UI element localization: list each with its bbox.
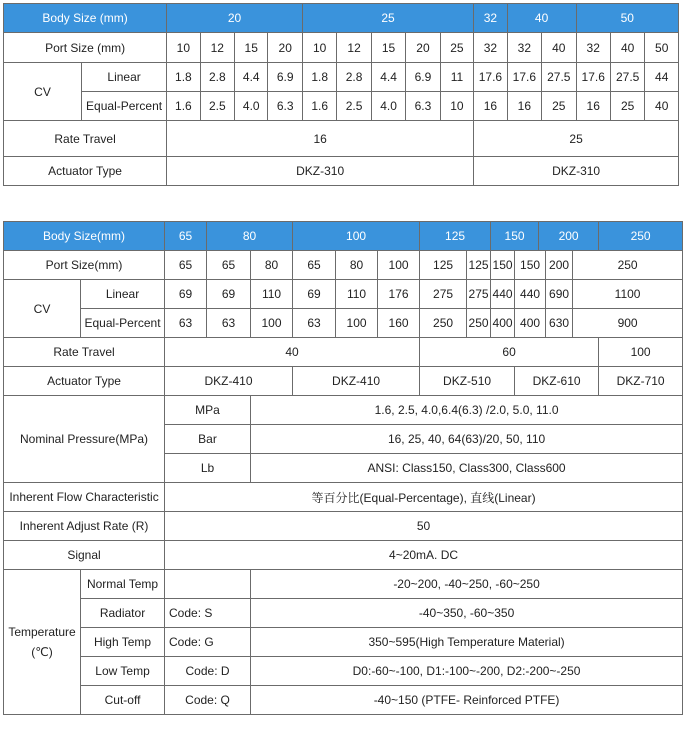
cv-linear-cell: 1.8: [302, 63, 336, 92]
body-size-cell: 65: [165, 222, 207, 251]
port-size-cell: 20: [406, 33, 440, 63]
port-size-cell: 15: [235, 33, 268, 63]
bar-label: Bar: [165, 425, 251, 454]
port-size-cell: 10: [167, 33, 200, 63]
rate-travel-label: Rate Travel: [4, 121, 167, 157]
body-size-row: [4, 222, 683, 251]
actuator-type-cell: DKZ-710: [599, 367, 683, 396]
flow-characteristic-value: 等百分比(Equal-Percentage), 直线(Linear): [165, 483, 683, 512]
actuator-type-cell: DKZ-410: [293, 367, 420, 396]
cv-linear-cell: 6.9: [268, 63, 302, 92]
port-size-cell: 200: [546, 251, 573, 280]
port-size-label: Port Size(mm): [4, 251, 165, 280]
actuator-type-label: Actuator Type: [4, 157, 167, 186]
cv-linear-cell: 6.9: [406, 63, 440, 92]
cv-eqp-cell: 25: [610, 92, 644, 121]
body-size-cell: 25: [302, 4, 473, 33]
port-size-cell: 12: [337, 33, 371, 63]
lb-label: Lb: [165, 454, 251, 483]
port-size-cell: 80: [251, 251, 293, 280]
cv-linear-cell: 17.6: [474, 63, 507, 92]
port-size-cell: 32: [474, 33, 507, 63]
port-size-label: Port Size (mm): [4, 33, 167, 63]
body-size-cell: 50: [576, 4, 678, 33]
body-size-label: Body Size (mm): [4, 4, 167, 33]
port-size-cell: 50: [645, 33, 679, 63]
radiator-label: Radiator: [81, 599, 165, 628]
body-size-label: Body Size(mm): [4, 222, 165, 251]
cv-eqp-cell: 63: [207, 309, 251, 338]
mpa-value: 1.6, 2.5, 4.0,6.4(6.3) /2.0, 5.0, 11.0: [251, 396, 683, 425]
cutoff-code: Code: Q: [165, 686, 251, 715]
cv-eqp-cell: 16: [576, 92, 610, 121]
cv-eqp-cell: 100: [251, 309, 293, 338]
port-size-cell: 125: [420, 251, 467, 280]
temp-cutoff-row: [4, 686, 683, 715]
port-size-cell: 125: [467, 251, 491, 280]
cv-eqp-cell: 63: [165, 309, 207, 338]
cv-eqp-cell: 630: [546, 309, 573, 338]
body-size-cell: 125: [420, 222, 491, 251]
cv-eqp-cell: 1.6: [167, 92, 200, 121]
port-size-cell: 12: [200, 33, 234, 63]
equal-percent-label: Equal-Percent: [82, 92, 167, 121]
port-size-cell: 20: [268, 33, 302, 63]
mpa-label: MPa: [165, 396, 251, 425]
cv-linear-cell: 2.8: [337, 63, 371, 92]
temperature-unit: (℃): [31, 645, 53, 659]
cv-linear-cell: 1100: [573, 280, 683, 309]
cv-eqp-cell: 40: [645, 92, 679, 121]
port-size-cell: 40: [542, 33, 576, 63]
body-size-cell: 20: [167, 4, 303, 33]
cv-linear-cell: 69: [165, 280, 207, 309]
equal-percent-label: Equal-Percent: [81, 309, 165, 338]
port-size-row: [4, 251, 683, 280]
cv-label: CV: [4, 63, 82, 121]
flow-characteristic-row: [4, 483, 683, 512]
cv-eqp-cell: 10: [440, 92, 474, 121]
lb-value: ANSI: Class150, Class300, Class600: [251, 454, 683, 483]
body-size-cell: 32: [474, 4, 507, 33]
high-temp-code: Code: G: [165, 628, 251, 657]
cv-eqp-cell: 6.3: [406, 92, 440, 121]
rate-travel-cell: 100: [599, 338, 683, 367]
actuator-type-cell: DKZ-510: [420, 367, 515, 396]
cv-eqp-cell: 2.5: [337, 92, 371, 121]
rate-travel-label: Rate Travel: [4, 338, 165, 367]
low-temp-value: D0:-60~-100, D1:-100~-200, D2:-200~-250: [251, 657, 683, 686]
actuator-type-cell: DKZ-310: [167, 157, 474, 186]
cv-eqp-cell: 16: [507, 92, 541, 121]
cv-linear-cell: 1.8: [167, 63, 200, 92]
cutoff-label: Cut-off: [81, 686, 165, 715]
cv-eqp-cell: 4.0: [371, 92, 405, 121]
linear-label: Linear: [81, 280, 165, 309]
port-size-cell: 40: [610, 33, 644, 63]
normal-temp-value: -20~200, -40~250, -60~250: [251, 570, 683, 599]
body-size-cell: 80: [207, 222, 293, 251]
port-size-cell: 80: [336, 251, 378, 280]
actuator-type-label: Actuator Type: [4, 367, 165, 396]
cv-eqp-cell: 100: [336, 309, 378, 338]
port-size-cell: 25: [440, 33, 474, 63]
body-size-cell: 250: [599, 222, 683, 251]
port-size-cell: 15: [371, 33, 405, 63]
signal-row: [4, 541, 683, 570]
cv-linear-cell: 110: [251, 280, 293, 309]
cv-linear-cell: 440: [515, 280, 546, 309]
normal-temp-code: [165, 570, 251, 599]
cv-linear-cell: 27.5: [610, 63, 644, 92]
cv-linear-cell: 17.6: [507, 63, 541, 92]
low-temp-label: Low Temp: [81, 657, 165, 686]
spec-table-large-sizes: [3, 221, 683, 715]
temp-low-row: [4, 657, 683, 686]
actuator-type-cell: DKZ-610: [515, 367, 599, 396]
cv-linear-cell: 4.4: [235, 63, 268, 92]
cv-linear-cell: 11: [440, 63, 474, 92]
actuator-type-row: [4, 367, 683, 396]
linear-label: Linear: [82, 63, 167, 92]
cv-linear-cell: 17.6: [576, 63, 610, 92]
cv-equal-percent-row: [4, 92, 679, 121]
port-size-cell: 150: [515, 251, 546, 280]
cv-linear-row: [4, 63, 679, 92]
port-size-cell: 65: [293, 251, 336, 280]
cv-eqp-cell: 250: [467, 309, 491, 338]
cv-linear-cell: 69: [293, 280, 336, 309]
cv-linear-cell: 275: [467, 280, 491, 309]
port-size-cell: 100: [378, 251, 420, 280]
nominal-pressure-mpa-row: [4, 396, 683, 425]
rate-travel-cell: 60: [420, 338, 599, 367]
cv-eqp-cell: 6.3: [268, 92, 302, 121]
signal-label: Signal: [4, 541, 165, 570]
temperature-title: Temperature: [8, 625, 76, 639]
nominal-pressure-label: Nominal Pressure(MPa): [4, 396, 165, 483]
port-size-cell: 150: [491, 251, 515, 280]
bar-value: 16, 25, 40, 64(63)/20, 50, 110: [251, 425, 683, 454]
cv-linear-cell: 44: [645, 63, 679, 92]
rate-travel-cell: 16: [167, 121, 474, 157]
radiator-value: -40~350, -60~350: [251, 599, 683, 628]
actuator-type-row: [4, 157, 679, 186]
rate-travel-row: [4, 121, 679, 157]
cv-equal-percent-row: [4, 309, 683, 338]
actuator-type-cell: DKZ-410: [165, 367, 293, 396]
port-size-cell: 65: [165, 251, 207, 280]
low-temp-code: Code: D: [165, 657, 251, 686]
port-size-cell: 10: [302, 33, 336, 63]
cutoff-value: -40~150 (PTFE- Reinforced PTFE): [251, 686, 683, 715]
body-size-cell: 200: [539, 222, 599, 251]
cv-linear-cell: 27.5: [542, 63, 576, 92]
rate-travel-cell: 40: [165, 338, 420, 367]
cv-linear-row: [4, 280, 683, 309]
cv-linear-cell: 2.8: [200, 63, 234, 92]
cv-linear-cell: 440: [491, 280, 515, 309]
port-size-row: [4, 33, 679, 63]
cv-linear-cell: 4.4: [371, 63, 405, 92]
cv-linear-cell: 275: [420, 280, 467, 309]
high-temp-label: High Temp: [81, 628, 165, 657]
port-size-cell: 32: [576, 33, 610, 63]
cv-eqp-cell: 2.5: [200, 92, 234, 121]
temp-radiator-row: [4, 599, 683, 628]
port-size-cell: 32: [507, 33, 541, 63]
cv-linear-cell: 176: [378, 280, 420, 309]
port-size-cell: 250: [573, 251, 683, 280]
cv-eqp-cell: 160: [378, 309, 420, 338]
cv-eqp-cell: 4.0: [235, 92, 268, 121]
cv-linear-cell: 690: [546, 280, 573, 309]
body-size-cell: 150: [491, 222, 539, 251]
radiator-code: Code: S: [165, 599, 251, 628]
cv-eqp-cell: 250: [420, 309, 467, 338]
high-temp-value: 350~595(High Temperature Material): [251, 628, 683, 657]
temp-normal-row: [4, 570, 683, 599]
signal-value: 4~20mA. DC: [165, 541, 683, 570]
cv-eqp-cell: 1.6: [302, 92, 336, 121]
cv-eqp-cell: 63: [293, 309, 336, 338]
adjust-rate-value: 50: [165, 512, 683, 541]
body-size-cell: 100: [293, 222, 420, 251]
cv-eqp-cell: 400: [515, 309, 546, 338]
temp-high-row: [4, 628, 683, 657]
cv-eqp-cell: 16: [474, 92, 507, 121]
port-size-cell: 65: [207, 251, 251, 280]
rate-travel-row: [4, 338, 683, 367]
cv-linear-cell: 69: [207, 280, 251, 309]
adjust-rate-row: [4, 512, 683, 541]
normal-temp-label: Normal Temp: [81, 570, 165, 599]
cv-label: CV: [4, 280, 81, 338]
cv-eqp-cell: 400: [491, 309, 515, 338]
adjust-rate-label: Inherent Adjust Rate (R): [4, 512, 165, 541]
cv-linear-cell: 110: [336, 280, 378, 309]
cv-eqp-cell: 900: [573, 309, 683, 338]
body-size-row: [4, 4, 679, 33]
body-size-cell: 40: [507, 4, 576, 33]
cv-eqp-cell: 25: [542, 92, 576, 121]
spec-table-small-sizes: [3, 3, 679, 186]
rate-travel-cell: 25: [474, 121, 679, 157]
actuator-type-cell: DKZ-310: [474, 157, 679, 186]
temperature-label: [4, 570, 81, 715]
flow-characteristic-label: Inherent Flow Characteristic: [4, 483, 165, 512]
